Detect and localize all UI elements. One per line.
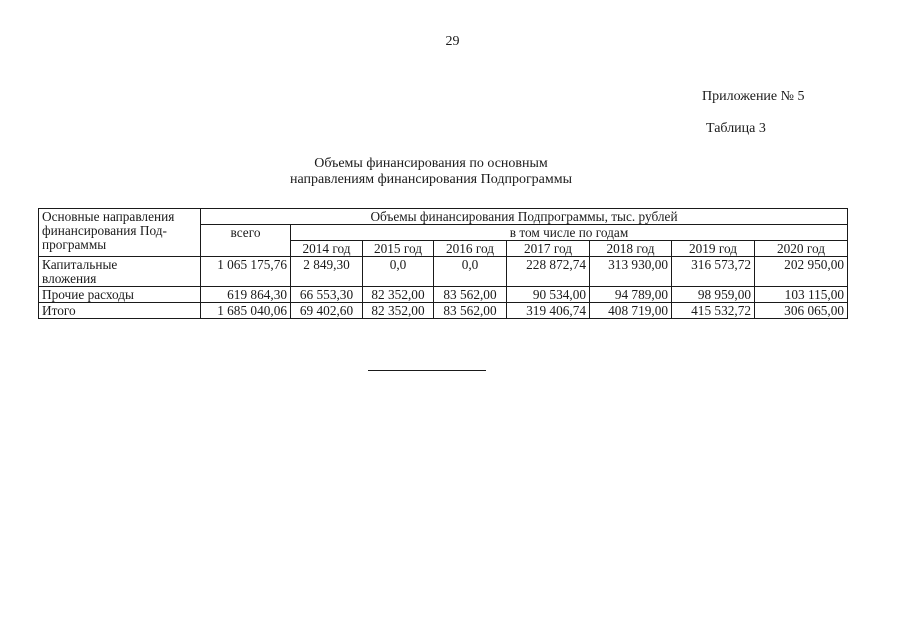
header-directions-cell: [39, 209, 201, 257]
header-year-2015: 2015 год: [363, 241, 434, 257]
header-financing-volumes: Объемы финансирования Подпрограммы, тыс. рублей: [201, 209, 848, 225]
cell-2019: 316 573,72: [672, 257, 755, 287]
cell-2019: 98 959,00: [672, 287, 755, 303]
cell-2017: 228 872,74: [507, 257, 590, 287]
cell-2015: 82 352,00: [363, 303, 434, 319]
header-year-2014: 2014 год: [291, 241, 363, 257]
table-row-other-expenses: [39, 287, 848, 303]
cell-total: 619 864,30: [201, 287, 291, 303]
cell-2014: 2 849,30: [291, 257, 363, 287]
header-year-2020: 2020 год: [755, 241, 848, 257]
row-label-cell: Итого: [39, 303, 201, 319]
cell-2016: 0,0: [434, 257, 507, 287]
header-year-2016: 2016 год: [434, 241, 507, 257]
header-row-1: [39, 209, 848, 225]
row-label-cell: Прочие расходы: [39, 287, 201, 303]
row-label-cell: [39, 257, 201, 287]
divider-line: [368, 370, 486, 371]
title-line-1: Объемы финансирования по основным: [314, 156, 548, 171]
row-label-line-1: Капитальные: [42, 257, 118, 272]
header-year-2017: 2017 год: [507, 241, 590, 257]
cell-2020: 306 065,00: [755, 303, 848, 319]
cell-2018: 313 930,00: [590, 257, 672, 287]
cell-2020: 103 115,00: [755, 287, 848, 303]
row-label-line-2: вложения: [42, 271, 97, 286]
cell-2018: 94 789,00: [590, 287, 672, 303]
appendix-label: Приложение № 5: [702, 89, 805, 104]
cell-2014: 69 402,60: [291, 303, 363, 319]
table-number-label: Таблица 3: [706, 121, 766, 136]
title-line-2: направлениям финансирования Подпрограммы: [289, 172, 573, 187]
cell-2020: 202 950,00: [755, 257, 848, 287]
financing-table: [38, 208, 848, 319]
page-number: 29: [445, 34, 460, 49]
header-by-years: в том числе по годам: [291, 225, 848, 241]
table-row-capital-investments: [39, 257, 848, 287]
cell-total: 1 685 040,06: [201, 303, 291, 319]
cell-2018: 408 719,00: [590, 303, 672, 319]
cell-2015: 82 352,00: [363, 287, 434, 303]
cell-2016: 83 562,00: [434, 287, 507, 303]
header-directions-line-3: программы: [42, 237, 107, 252]
cell-2015: 0,0: [363, 257, 434, 287]
cell-2017: 319 406,74: [507, 303, 590, 319]
cell-2016: 83 562,00: [434, 303, 507, 319]
header-year-2018: 2018 год: [590, 241, 672, 257]
table-row-total: [39, 303, 848, 319]
header-directions-line-1: Основные направления: [42, 209, 175, 224]
cell-2014: 66 553,30: [291, 287, 363, 303]
document-title: [0, 156, 862, 188]
header-directions-line-2: финансирования Под-: [42, 223, 167, 238]
cell-total: 1 065 175,76: [201, 257, 291, 287]
cell-2017: 90 534,00: [507, 287, 590, 303]
header-total: всего: [201, 225, 291, 257]
header-year-2019: 2019 год: [672, 241, 755, 257]
cell-2019: 415 532,72: [672, 303, 755, 319]
